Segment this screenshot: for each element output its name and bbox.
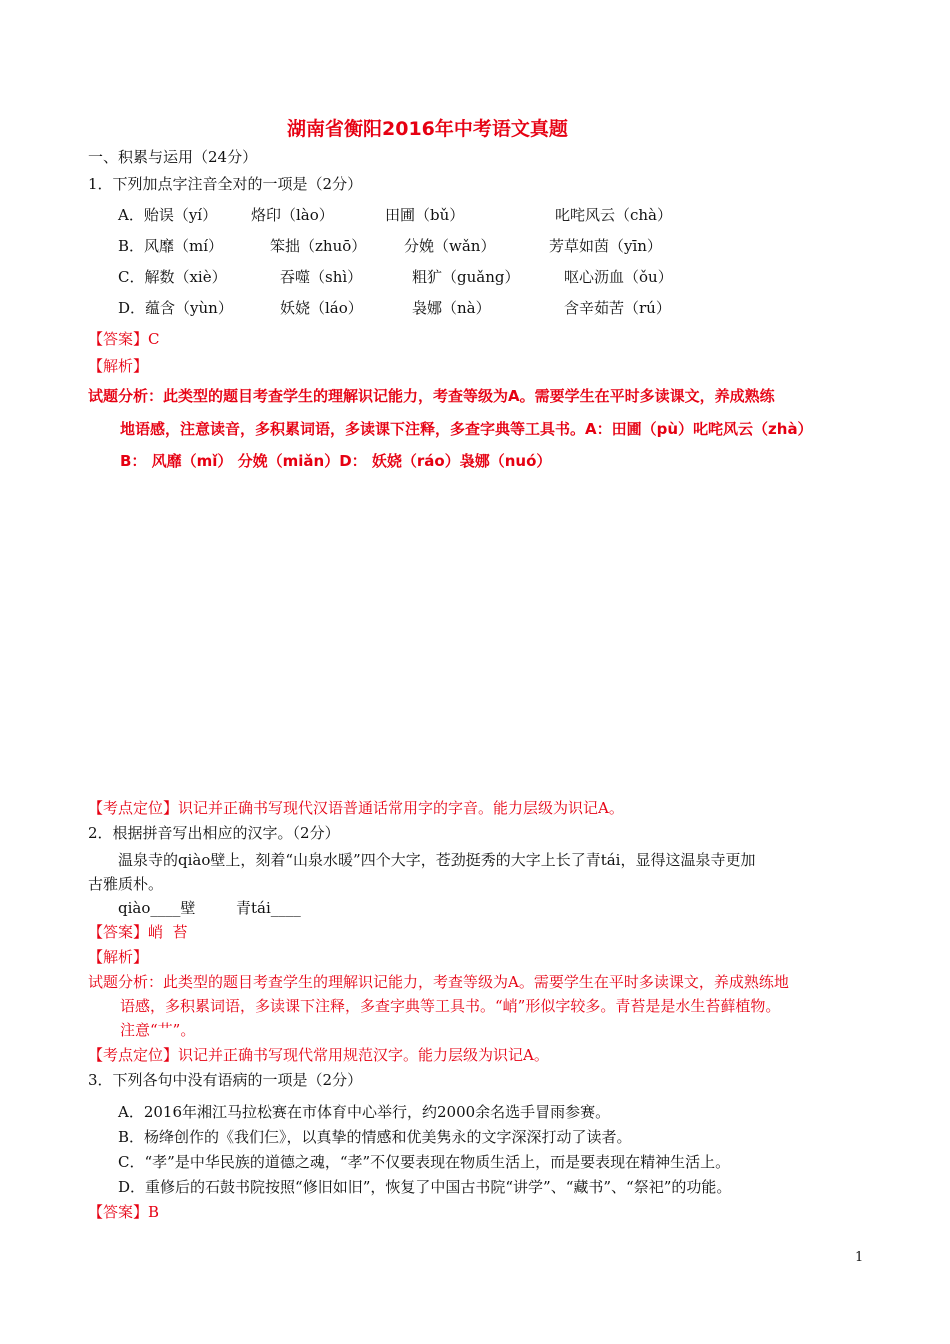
q2-analysis-line-1: 试题分析：此类型的题目考查学生的理解识记能力，考查等级为A。需要学生在平时多读课文，养成熟练地 <box>88 973 789 991</box>
section-heading: 一、积累与运用（24分） <box>88 148 258 166</box>
q1-answer-label: 【答案】 <box>88 330 149 348</box>
page-title: 湖南省衡阳2016年中考语文真题 <box>287 118 568 140</box>
q2-kaodian-text: 识记并正确书写现代常用规范汉字。能力层级为识记A。 <box>178 1046 549 1064</box>
q2-analysis-line-3: 注意“艹”。 <box>120 1021 196 1039</box>
q3-option-c: C．“孝”是中华民族的道德之魂，“孝”不仅要表现在物质生活上，而是要表现在精神生活上。 <box>118 1153 731 1171</box>
q1-option-b-3: 分娩（wǎn） <box>404 237 496 255</box>
q2-answer-value: 峭 苔 <box>148 923 188 941</box>
q2-passage-line-2: 古雅质朴。 <box>88 875 164 893</box>
q1-option-d-2: 妖娆（láo） <box>280 299 363 317</box>
q1-option-c-2: 吞噬（shì） <box>280 268 363 286</box>
q1-answer-value: C <box>148 330 160 348</box>
q3-answer <box>88 1201 159 1222</box>
q1-kaodian-text: 识记并正确书写现代汉语普通话常用字的字音。能力层级为识记A。 <box>178 799 624 817</box>
q2-blank-2: 青tái____ <box>236 899 301 917</box>
q1-option-d-3: 袅娜（nà） <box>412 299 491 317</box>
q1-option-b-1: B．风靡（mí） <box>118 237 224 255</box>
q1-analysis-label: 【解析】 <box>88 357 149 375</box>
q1-analysis-line-1: 试题分析：此类型的题目考查学生的理解识记能力，考查等级为A。需要学生在平时多读课文，养成熟练 <box>88 387 775 405</box>
q1-stem: 1．下列加点字注音全对的一项是（2分） <box>88 175 363 193</box>
q2-passage-line-1: 温泉寺的qiào壁上，刻着“山泉水暖”四个大字，苍劲挺秀的大字上长了青tái，显得这温泉寺更加 <box>118 851 756 869</box>
q2-analysis-label: 【解析】 <box>88 948 149 966</box>
q3-option-d: D．重修后的石鼓书院按照“修旧如旧”，恢复了中国古书院“讲学”、“藏书”、“祭祀”的功能。 <box>118 1178 732 1196</box>
q1-kaodian <box>88 797 624 818</box>
q1-answer <box>88 328 160 349</box>
q1-kaodian-label: 【考点定位】 <box>88 799 179 817</box>
q1-option-c-1: C．解数（xiè） <box>118 268 227 286</box>
q1-option-b-2: 笨拙（zhuō） <box>270 237 367 255</box>
q2-stem: 2．根据拼音写出相应的汉字。（2分） <box>88 824 340 842</box>
q1-option-d-4: 含辛茹苦（rú） <box>564 299 671 317</box>
q1-option-d-1: D．蕴含（yùn） <box>118 299 233 317</box>
q3-stem: 3．下列各句中没有语病的一项是（2分） <box>88 1071 363 1089</box>
q2-blank-1: qiào____壁 <box>118 899 196 917</box>
q3-answer-label: 【答案】 <box>88 1203 149 1221</box>
q3-option-a: A．2016年湘江马拉松赛在市体育中心举行，约2000余名选手冒雨参赛。 <box>118 1103 611 1121</box>
q2-kaodian-label: 【考点定位】 <box>88 1046 179 1064</box>
q2-analysis-line-2: 语感，多积累词语，多读课下注释，多查字典等工具书。“峭”形似字较多。青苔是是水生苔藓植物。 <box>120 997 781 1015</box>
q1-option-a-1: A．贻误（yí） <box>118 206 218 224</box>
q1-option-c-4: 呕心沥血（ǒu） <box>564 268 673 286</box>
q2-answer-label: 【答案】 <box>88 923 149 941</box>
q3-option-b: B．杨绛创作的《我们仨》，以真挚的情感和优美隽永的文字深深打动了读者。 <box>118 1128 632 1146</box>
page-number: 1 <box>855 1250 864 1265</box>
q2-kaodian <box>88 1044 549 1065</box>
q1-option-b-4: 芳草如茵（yīn） <box>549 237 662 255</box>
q1-option-a-4: 叱咤风云（chà） <box>555 206 673 224</box>
q1-analysis-line-2: 地语感，注意读音，多积累词语，多读课下注释，多查字典等工具书。A：田圃（pù）叱咤风云（zhà） <box>120 420 813 438</box>
q1-option-a-3: 田圃（bǔ） <box>385 206 465 224</box>
q1-option-a-2: 烙印（lào） <box>251 206 334 224</box>
q1-option-c-3: 粗犷（guǎng） <box>412 268 520 286</box>
q2-answer <box>88 921 188 942</box>
q1-analysis-line-3: B： 风靡（mǐ） 分娩（miǎn）D： 妖娆（ráo）袅娜（nuó） <box>120 452 552 470</box>
q3-answer-value: B <box>148 1203 160 1221</box>
